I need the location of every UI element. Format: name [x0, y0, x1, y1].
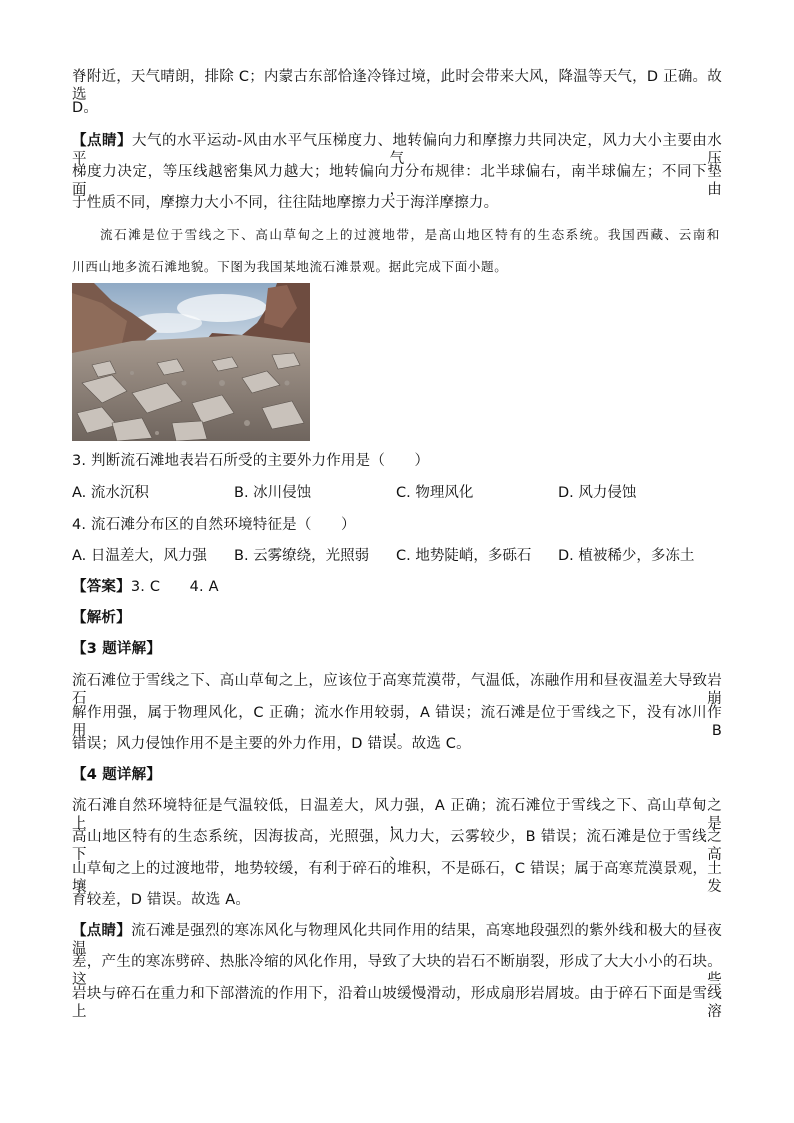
intro-line1: 流石滩是位于雪线之下、高山草甸之上的过渡地带，是高山地区特有的生态系统。我国西藏、云南和 [100, 227, 720, 242]
q4-stem: 4. 流石滩分布区的自然环境特征是（ ） [72, 517, 356, 533]
intro-line2: 川西山地多流石滩地貌。下图为我国某地流石滩景观。据此完成下面小题。 [72, 259, 508, 274]
answer-value: 3. C 4. A [130, 579, 219, 595]
para1-line2: D。 [72, 100, 99, 116]
dianjing1-line2: 梯度力决定，等压线越密集风力越大；地转偏向力分布规律：北半球偏右，南半球偏左；不同下垫面，由 [72, 164, 722, 198]
detail4-line2: 高山地区特有的生态系统，因海拔高，光照强，风力大，云雾较少，B 错误；流石滩是位于雪线之下、高 [72, 829, 722, 863]
q3-option-a: A. 流水沉积 [72, 485, 149, 501]
dianjing2-line1-text: 流石滩是强烈的寒冻风化与物理风化共同作用的结果，高寒地段强烈的紫外线和极大的昼夜温 [72, 923, 722, 957]
detail3-line2: 解作用强，属于物理风化，C 正确；流水作用较弱，A 错误；流石滩是位于雪线之下，没有冰川作用，B [72, 705, 722, 739]
detail3-line1: 流石滩位于雪线之下、高山草甸之上，应该位于高寒荒漠带，气温低，冻融作用和昼夜温差大导致岩石崩 [72, 673, 722, 707]
detail4-line1: 流石滩自然环境特征是气温较低，日温差大，风力强，A 正确；流石滩位于雪线之下、高山草甸之上，是 [72, 798, 722, 832]
dianjing1-tag: 【点睛】 [72, 133, 132, 149]
q3-option-c: C. 物理风化 [396, 485, 474, 501]
dianjing2-line3: 岩块与碎石在重力和下部潜流的作用下，沿着山坡缓慢滑动，形成扇形岩屑坡。由于碎石下面是雪线上溶 [72, 986, 722, 1020]
answer-tag: 【答案】 [72, 579, 131, 595]
q4-option-a: A. 日温差大，风力强 [72, 548, 207, 564]
jiexi-tag: 【解析】 [72, 610, 131, 626]
detail3-line3: 错误；风力侵蚀作用不是主要的外力作用，D 错误。故选 C。 [72, 736, 471, 752]
q4-option-c: C. 地势陡峭，多砾石 [396, 548, 532, 564]
q4-option-b: B. 云雾缭绕，光照弱 [234, 548, 370, 564]
q3-option-b: B. 冰川侵蚀 [234, 485, 312, 501]
para1-line1: 脊附近，天气晴朗，排除 C；内蒙古东部恰逢冷锋过境，此时会带来大风，降温等天气，D 正确。故选 [72, 69, 722, 103]
detail4-line3: 山草甸之上的过渡地带，地势较缓，有利于碎石的堆积，不是砾石，C 错误；属于高寒荒漠景观，土壤发 [72, 861, 722, 895]
answer-line [72, 578, 219, 596]
detail4-tag: 【4 题详解】 [72, 767, 162, 783]
detail4-line4: 育较差，D 错误。故选 A。 [72, 892, 251, 908]
q3-stem: 3. 判断流石滩地表岩石所受的主要外力作用是（ ） [72, 453, 430, 469]
detail3-tag: 【3 题详解】 [72, 641, 162, 657]
dianjing2-line2: 差，产生的寒冻劈碎、热胀冷缩的风化作用，导致了大块的岩石不断崩裂，形成了大大小小的石块。这些 [72, 954, 722, 988]
q3-option-d: D. 风力侵蚀 [558, 485, 637, 501]
dianjing1-line3: 于性质不同，摩擦力大小不同，往往陆地摩擦力大于海洋摩擦力。 [72, 195, 499, 211]
dianjing1-line1-text: 大气的水平运动-风由水平气压梯度力、地转偏向力和摩擦力共同决定，风力大小主要由水平气压 [72, 133, 722, 167]
dianjing2-tag: 【点睛】 [72, 923, 132, 939]
scree-slope-photo [72, 283, 310, 441]
q4-option-d: D. 植被稀少，多冻土 [558, 548, 695, 564]
